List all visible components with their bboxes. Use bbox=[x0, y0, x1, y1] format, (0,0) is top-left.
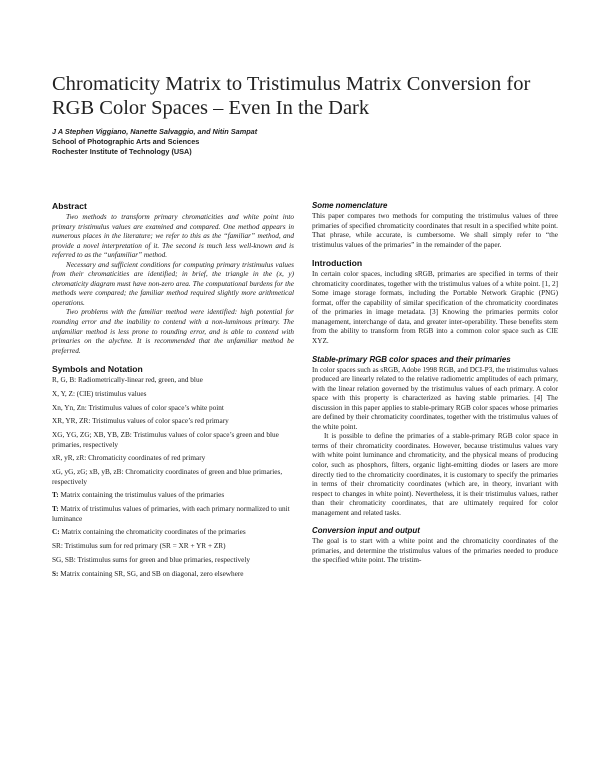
stable-primary-paragraph: In color spaces such as sRGB, Adobe 1998 RGB, and DCI-P3, the tristimulus values produced are linearly related to the relative radiometric amplitudes of each primary, with the linear relation governed by the tristimulus values of each primary. A color space with this property is characterized as having stable primaries. [4] The discussion in this paper applies to stable-primary RGB color spaces whose primaries are defined by their chromaticity coordinates, together with the tristimulus values of the white point. bbox=[312, 365, 558, 431]
conversion-heading: Conversion input and output bbox=[312, 526, 420, 536]
symbols-section bbox=[52, 364, 294, 579]
stable-primary-heading: Stable-primary RGB color spaces and their primaries bbox=[312, 354, 511, 364]
symbol-term: T: bbox=[52, 491, 59, 500]
symbol-description: Tristimulus values of color space’s red primary bbox=[92, 417, 229, 426]
symbol-entry bbox=[52, 505, 294, 524]
affiliation-institute: Rochester Institute of Technology (USA) bbox=[52, 146, 192, 156]
symbol-description: Matrix containing SR, SG, and SB on diagonal, zero elsewhere bbox=[60, 569, 244, 578]
symbol-term: XG, YG, ZG; XB, YB, ZB: bbox=[52, 431, 132, 440]
introduction-heading: Introduction bbox=[312, 258, 363, 269]
symbol-description: Tristimulus sums for green and blue primaries, respectively bbox=[77, 555, 250, 564]
symbol-entry bbox=[52, 404, 294, 414]
symbol-description: Matrix containing the tristimulus values of the primaries bbox=[60, 491, 225, 500]
abstract-paragraph: Two problems with the familiar method were identified: high potential for rounding error and the inability to contend with a non-luminous primary. The unfamiliar method is less prone to rounding error, and is able to contend with primaries on the alychne. It is recommended that the unfamiliar method be preferred. bbox=[52, 308, 294, 355]
abstract-paragraph: Two methods to transform primary chromaticities and white point into primary tristimulus values are examined and compared. One method appears in numerous places in the literature; we refer to this as the “familiar” method, and provide a novel interpretation of it. The second is much less well-known and is referred to as the “unfamiliar” method. bbox=[52, 213, 294, 260]
symbol-term: Xn, Yn, Zn: bbox=[52, 403, 87, 412]
symbol-term: S: bbox=[52, 569, 59, 578]
symbol-term: xR, yR, zR: bbox=[52, 454, 87, 463]
nomenclature-heading: Some nomenclature bbox=[312, 201, 388, 210]
conversion-paragraph: The goal is to start with a white point and the chromaticity coordinates of the primaries, and determine the tristimulus values of the primaries needed to produce the specified white point. The tristim- bbox=[312, 537, 558, 565]
symbols-heading: Symbols and Notation bbox=[52, 364, 143, 375]
symbol-description: Matrix of tristimulus values of primaries, with each primary normalized to unit luminance bbox=[52, 505, 290, 523]
symbol-term: SR: bbox=[52, 542, 63, 551]
symbol-description: Chromaticity coordinates of green and blue primaries, respectively bbox=[52, 468, 283, 486]
symbol-description: Chromaticity coordinates of red primary bbox=[88, 454, 206, 463]
symbol-description: Radiometrically-linear red, green, and blue bbox=[77, 376, 203, 385]
author-block bbox=[52, 127, 257, 156]
symbol-entry bbox=[52, 376, 294, 386]
symbol-entry bbox=[52, 570, 294, 580]
symbol-description: (CIE) tristimulus values bbox=[76, 389, 147, 398]
symbol-entry bbox=[52, 454, 294, 464]
abstract-heading: Abstract bbox=[52, 201, 87, 211]
symbol-term: R, G, B: bbox=[52, 376, 77, 385]
symbol-term: xG, yG, zG; xB, yB, zB: bbox=[52, 468, 124, 477]
symbol-term: T: bbox=[52, 505, 59, 514]
symbol-term: C: bbox=[52, 528, 60, 537]
left-column bbox=[52, 201, 294, 583]
symbol-description: Tristimulus values of color space’s white point bbox=[88, 403, 224, 412]
author-names: J A Stephen Viggiano, Nanette Salvaggio, and Nitin Sampat bbox=[52, 127, 258, 136]
right-column bbox=[312, 201, 558, 566]
symbol-description: Matrix containing the chromaticity coordinates of the primaries bbox=[61, 528, 246, 537]
symbol-term: XR, YR, ZR: bbox=[52, 417, 91, 426]
symbol-description: Tristimulus values of color space’s green and blue primaries, respectively bbox=[52, 431, 279, 449]
nomenclature-paragraph: This paper compares two methods for computing the tristimulus values of three primaries of specified chromaticity coordinates that result in a specified white point. That phrase, while accurate, is cumbersome. We shall simply refer to “the tristimulus values of the primaries” in the remainder of the paper. bbox=[312, 212, 558, 249]
symbol-entry bbox=[52, 390, 294, 400]
stable-primary-paragraph: It is possible to define the primaries of a stable-primary RGB color space in terms of their chromaticity coordinates. However, because tristimulus values vary with white point luminance and chromaticity, and the physical means of producing color, such as phosphors, filters, organic light-emitting diodes or lasers are more directly tied to the chromaticity coordinates, it is customary to specify the primaries in terms of their chromaticity coordinates (which are, in theory, invariant with respect to changes in white point). Nevertheless, it is their tristimulus values, rather than their chromaticity coordinates, that are ultimately required for color management and related tasks. bbox=[312, 432, 558, 517]
symbol-term: SG, SB: bbox=[52, 555, 76, 564]
symbol-entry bbox=[52, 431, 294, 450]
symbol-entry bbox=[52, 542, 294, 552]
abstract-paragraph: Necessary and sufficient conditions for computing primary tristimulus values from their chromaticities are identified; in brief, the triangle in the (x, y) chromaticity diagram must have non-zero area. The computational burdens for the methods were compared; the familiar method required slightly more arithmetical operations. bbox=[52, 260, 294, 307]
symbol-entry bbox=[52, 491, 294, 501]
symbol-entry bbox=[52, 468, 294, 487]
symbol-description: Tristimulus sum for red primary (SR = XR + YR + ZR) bbox=[64, 542, 226, 551]
symbol-entry bbox=[52, 556, 294, 566]
introduction-paragraph: In certain color spaces, including sRGB, primaries are specified in terms of their chromaticity coordinates, together with the tristimulus values of a white point. [1, 2] Some image storage formats, including the Portable Network Graphic (PNG) format, offer the capability of similar specification of the chromaticity coordinates of the primaries in image metadata. [3] Knowing the primaries permits color management, interchange of data, and greater inter-operability. These benefits stem from the ability to transform from RGB into a common color space such as CIE XYZ. bbox=[312, 270, 558, 346]
paper-title: Chromaticity Matrix to Tristimulus Matrix Conversion for RGB Color Spaces – Even In the Dark bbox=[52, 73, 531, 119]
symbol-term: X, Y, Z: bbox=[52, 389, 75, 398]
symbol-entry bbox=[52, 528, 294, 538]
symbol-entry bbox=[52, 417, 294, 427]
abstract-section bbox=[52, 201, 294, 356]
affiliation-school: School of Photographic Arts and Sciences bbox=[52, 136, 200, 146]
